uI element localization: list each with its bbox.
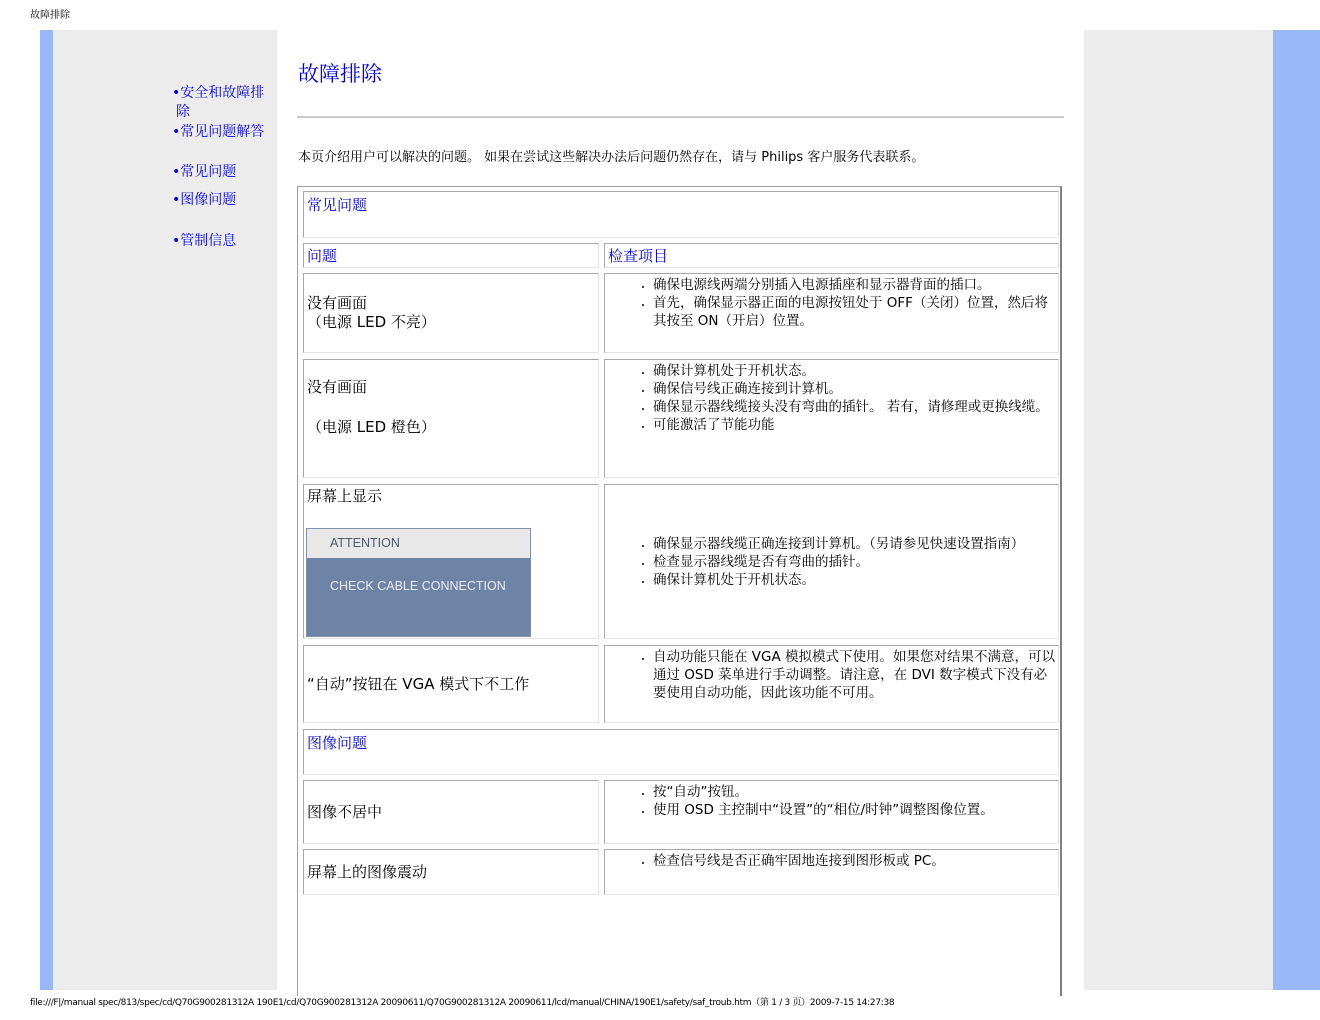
page-footer: file:///F|/manual spec/813/spec/cd/Q70G900281312A 190E1/cd/Q70G900281312A 20090611/Q70G900281312A 20090611/lcd/manual/CHINA/190E1/safety/saf_troub.htm（第 1 / 3 页）2009-7-15 14:27:38 bbox=[30, 998, 895, 1008]
page-title: 故障排除 bbox=[298, 62, 382, 86]
list-item: • 按“自动”按钮。 bbox=[653, 783, 1058, 801]
table-row-checks bbox=[604, 359, 1059, 478]
problem-text: 屏幕上的图像震动 bbox=[307, 862, 428, 881]
table-row-problem bbox=[303, 645, 599, 723]
problem-text: 图像不居中 bbox=[307, 802, 383, 821]
column-header-check bbox=[604, 243, 1059, 268]
problem-text: “自动”按钮在 VGA 模式下不工作 bbox=[307, 674, 530, 693]
attention-dialog-image bbox=[306, 528, 531, 637]
sidebar-item-common-problems[interactable] bbox=[172, 163, 270, 182]
table-row-problem bbox=[303, 359, 599, 478]
sidebar-item-label: 安全和故障排 bbox=[180, 85, 265, 101]
section-common-problems bbox=[303, 191, 1059, 238]
table-row-checks bbox=[604, 849, 1059, 895]
list-item: • 首先，确保显示器正面的电源按钮处于 OFF（关闭）位置，然后将其按至 ON（开启）位置。 bbox=[653, 294, 1058, 330]
right-accent-bar bbox=[1273, 30, 1320, 990]
list-item: • 确保显示器线缆接头没有弯曲的插针。 若有，请修理或更换线缆。 bbox=[653, 398, 1058, 416]
list-item: • 确保计算机处于开机状态。 bbox=[653, 362, 1058, 380]
problem-subtext: （电源 LED 不亮） bbox=[307, 313, 436, 331]
section-heading: 常见问题 bbox=[307, 196, 368, 214]
table-row-checks bbox=[604, 484, 1059, 639]
bullet: • bbox=[172, 85, 181, 101]
problem-text: 没有画面 bbox=[307, 378, 368, 396]
bullet: • bbox=[172, 124, 181, 140]
sidebar-item-label-cont: 除 bbox=[176, 104, 190, 120]
attention-message: CHECK CABLE CONNECTION bbox=[307, 558, 530, 636]
bullet: • bbox=[172, 233, 181, 249]
page-header: 故障排除 bbox=[30, 10, 70, 21]
list-item: • 检查显示器线缆是否有弯曲的插针。 bbox=[653, 553, 1058, 571]
table-row-checks bbox=[604, 645, 1059, 723]
sidebar-item-image-problems[interactable] bbox=[172, 191, 270, 210]
section-heading: 图像问题 bbox=[307, 734, 368, 752]
sidebar-item-safety[interactable] bbox=[172, 84, 270, 122]
bullet: • bbox=[172, 192, 181, 208]
left-accent-bar bbox=[40, 30, 53, 990]
list-item: • 可能激活了节能功能 bbox=[653, 416, 1058, 434]
table-row-problem bbox=[303, 273, 599, 353]
bullet: • bbox=[172, 164, 181, 180]
column-header-problem bbox=[303, 243, 599, 268]
attention-title: ATTENTION bbox=[307, 529, 530, 558]
list-item: • 使用 OSD 主控制中“设置”的“相位/时钟”调整图像位置。 bbox=[653, 801, 1058, 819]
list-item: • 检查信号线是否正确牢固地连接到图形板或 PC。 bbox=[653, 852, 1058, 870]
table-row-checks bbox=[604, 780, 1059, 844]
list-item: • 确保显示器线缆正确连接到计算机。（另请参见快速设置指南） bbox=[653, 535, 1058, 553]
table-row-problem bbox=[303, 849, 599, 895]
sidebar-item-label: 常见问题 bbox=[180, 164, 237, 180]
list-item: • 自动功能只能在 VGA 模拟模式下使用。如果您对结果不满意，可以通过 OSD 菜单进行手动调整。请注意，在 DVI 数字模式下没有必要使用自动功能，因此该功能不可用。 bbox=[653, 648, 1058, 702]
column-header-label: 检查项目 bbox=[608, 247, 669, 265]
title-divider bbox=[297, 116, 1064, 118]
intro-text: 本页介绍用户可以解决的问题。 如果在尝试这些解决办法后问题仍然存在，请与 Philips 客户服务代表联系。 bbox=[298, 150, 925, 165]
list-item: • 确保信号线正确连接到计算机。 bbox=[653, 380, 1058, 398]
problem-text: 屏幕上显示 bbox=[307, 487, 383, 505]
table-row-problem bbox=[303, 780, 599, 844]
sidebar-item-faq[interactable] bbox=[172, 123, 270, 142]
list-item: • 确保计算机处于开机状态。 bbox=[653, 571, 1058, 589]
list-item: • 确保电源线两端分别插入电源插座和显示器背面的插口。 bbox=[653, 276, 1058, 294]
problem-subtext: （电源 LED 橙色） bbox=[307, 418, 436, 436]
sidebar-item-label: 图像问题 bbox=[180, 192, 237, 208]
sidebar-item-label: 管制信息 bbox=[180, 233, 237, 249]
right-panel bbox=[1084, 30, 1273, 990]
problem-text: 没有画面 bbox=[307, 294, 368, 312]
sidebar-item-label: 常见问题解答 bbox=[180, 124, 265, 140]
section-image-problems bbox=[303, 729, 1059, 775]
table-row-checks bbox=[604, 273, 1059, 353]
sidebar-item-regulatory[interactable] bbox=[172, 232, 270, 251]
column-header-label: 问题 bbox=[307, 247, 338, 265]
